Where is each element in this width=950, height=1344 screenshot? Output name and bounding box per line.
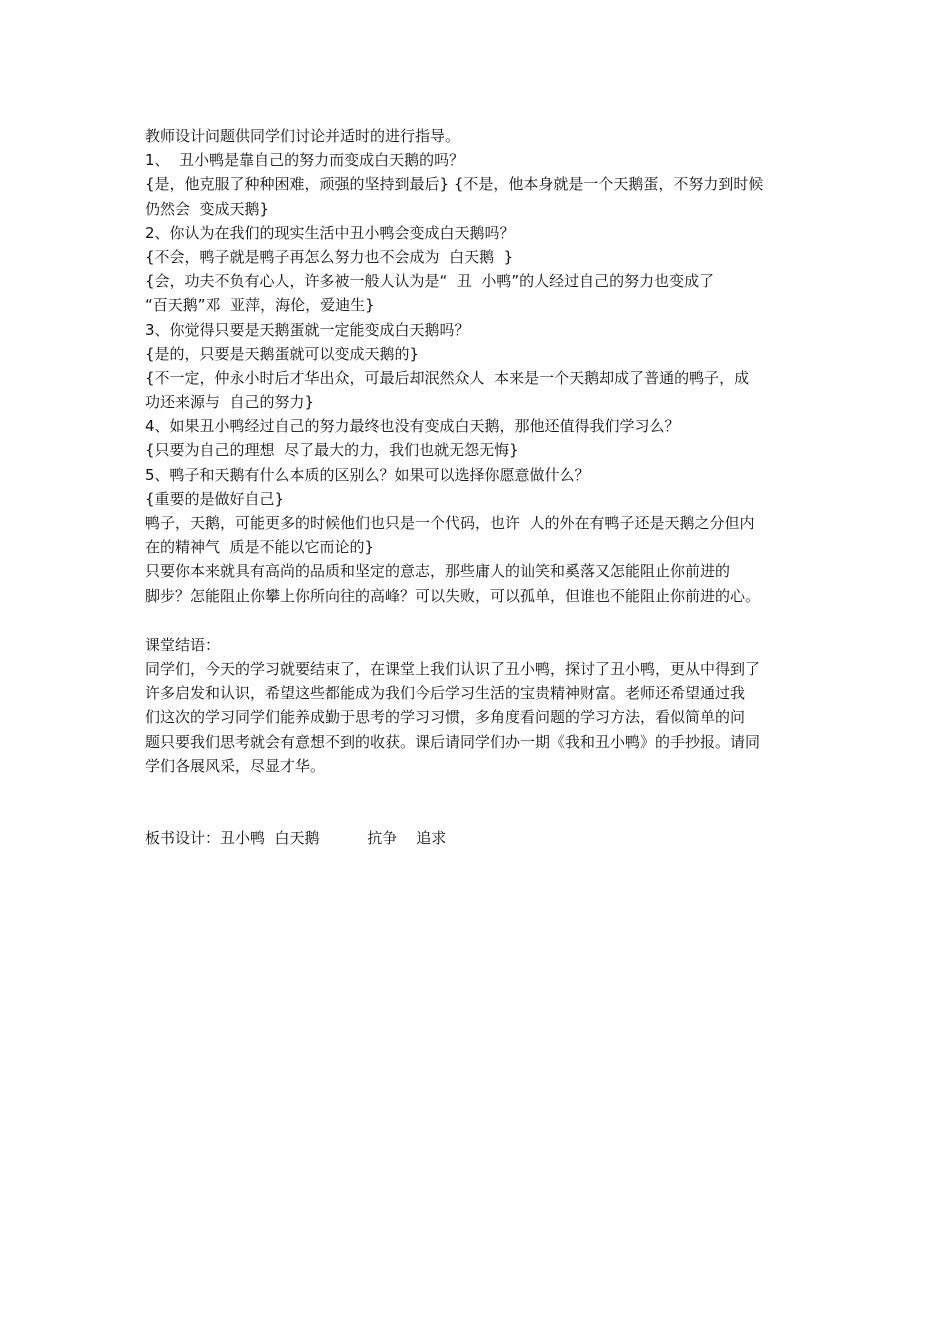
- question-1: 1、 丑小鸭是靠自己的努力而变成白天鹅的吗？: [145, 151, 465, 170]
- question-3: 3、你觉得只要是天鹅蛋就一定能变成白天鹅吗？: [145, 320, 470, 339]
- answer-1-line-2: 仍然会 变成天鹅}: [145, 199, 270, 218]
- closing-line-4: 题只要我们思考就会有意想不到的收获。课后请同学们办一期《我和丑小鸭》的手抄报。请同: [145, 732, 761, 751]
- closing-line-5: 学们各展风采，尽显才华。: [145, 756, 326, 775]
- answer-4: {只要为自己的理想 尽了最大的力，我们也就无怨无悔}: [145, 441, 519, 460]
- answer-3b-line-2: 功还来源与 自己的努力}: [145, 393, 315, 412]
- answer-1-line-1: {是，他克服了种种困难，顽强的坚持到最后} {不是，他本身就是一个天鹅蛋，不努力到时候: [145, 175, 764, 194]
- closing-line-3: 们这次的学习同学们能养成勤于思考的学习习惯，多角度看问题的学习方法，看似简单的问: [145, 708, 746, 727]
- answer-5b-line-1: 鸭子，天鹅，可能更多的时候他们也只是一个代码，也许 人的外在有鸭子还是天鹅之分但内: [145, 514, 755, 532]
- board-design-line: 板书设计：丑小鸭 白天鹅 抗争 追求: [145, 828, 447, 847]
- question-4: 4、如果丑小鸭经过自己的努力最终也没有变成白天鹅，那他还值得我们学习么？: [145, 417, 680, 436]
- answer-3b-line-1: {不一定，仲永小时后才华出众，可最后却泯然众人 本来是一个天鹅却成了普通的鸭子，成: [145, 368, 750, 387]
- closing-line-1: 同学们，今天的学习就要结束了，在课堂上我们认识了丑小鸭，探讨了丑小鸭，更从中得到了: [145, 659, 761, 678]
- document-body: [145, 124, 835, 850]
- question-5: 5、鸭子和天鹅有什么本质的区别么？如果可以选择你愿意做什么？: [145, 465, 590, 484]
- spacer: [145, 608, 835, 633]
- spacer: [145, 778, 835, 826]
- summary-paragraph-line-1: 只要你本来就具有高尚的品质和坚定的意志，那些庸人的讪笑和奚落又怎能阻止你前进的: [145, 562, 731, 581]
- answer-3a: {是的，只要是天鹅蛋就可以变成天鹅的}: [145, 344, 420, 363]
- intro-line: 教师设计问题供同学们讨论并适时的进行指导。: [145, 127, 461, 145]
- answer-2b-line-1: {会，功夫不负有心人，许多被一般人认为是“ 丑 小鸭”的人经过自己的努力也变成了: [145, 272, 715, 291]
- answer-5b-line-2: 在的精神气 质是不能以它而论的}: [145, 538, 375, 557]
- summary-paragraph-line-2: 脚步？怎能阻止你攀上你所向往的高峰？可以失败，可以孤单，但谁也不能阻止你前进的心。: [145, 586, 761, 605]
- answer-2a: {不会，鸭子就是鸭子再怎么努力也不会成为 白天鹅 }: [145, 247, 514, 266]
- answer-2b-line-2: “百天鹅”邓 亚萍，海伦，爱迪生}: [145, 296, 375, 315]
- closing-line-2: 许多启发和认识，希望这些都能成为我们今后学习生活的宝贵精神财富。老师还希望通过我: [145, 684, 746, 703]
- answer-5a: {重要的是做好自己}: [145, 489, 285, 508]
- closing-heading: 课堂结语：: [145, 635, 221, 654]
- question-2: 2、你认为在我们的现实生活中丑小鸭会变成白天鹅吗？: [145, 223, 515, 242]
